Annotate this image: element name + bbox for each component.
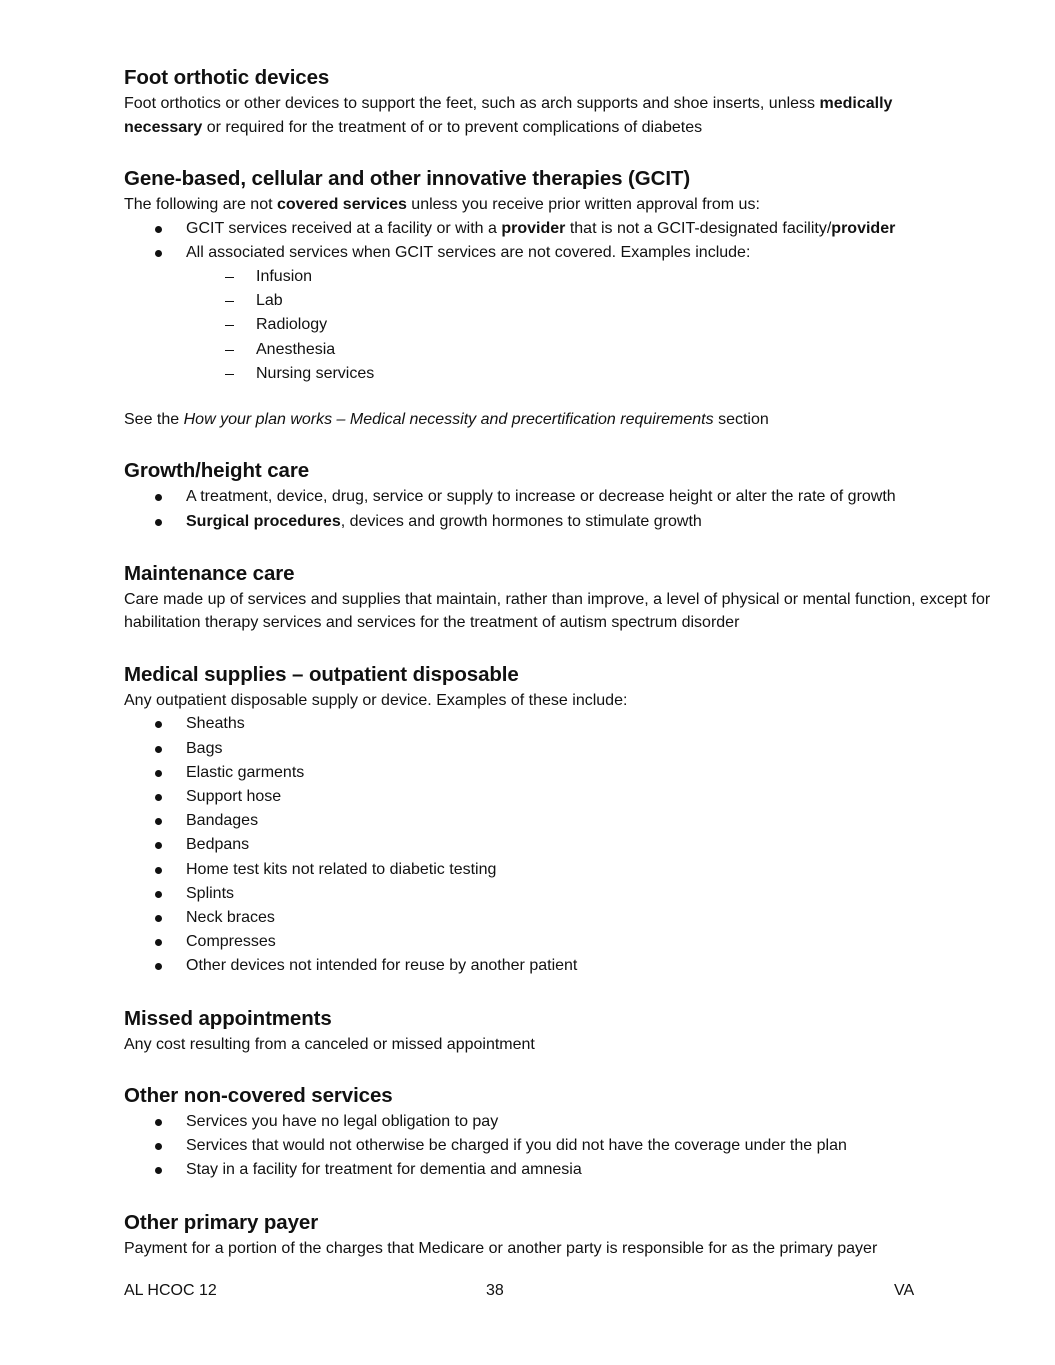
list-item: Sheaths	[124, 712, 1004, 736]
sub-list-item: Infusion	[124, 265, 1004, 289]
section-reference: How your plan works – Medical necessity and precertification requirements	[183, 410, 714, 428]
section-title: Other non-covered services	[124, 1084, 393, 1108]
page-number: 38	[486, 1282, 504, 1299]
defined-term: covered services	[276, 196, 407, 213]
text-run: All associated services when GCIT services are not covered. Examples include:	[186, 243, 751, 261]
section-text: Any cost resulting from a canceled or missed appointment	[124, 1035, 535, 1053]
section-title: Maintenance care	[124, 561, 295, 585]
list-item: Home test kits not related to diabetic testing	[124, 858, 1004, 882]
section-text: Care made up of services and supplies that maintain, rather than improve, a level of physical or mental function, except for habilitation therapy services and services for the treatment of autism spectrum disorder	[124, 590, 991, 632]
section-title: Gene-based, cellular and other innovative therapies (GCIT)	[124, 167, 691, 190]
section-other-primary-payer	[124, 1209, 1004, 1261]
list-item: Bedpans	[124, 833, 1004, 857]
list-item	[124, 241, 1004, 265]
list-item: Other devices not intended for reuse by another patient	[124, 954, 1004, 978]
footer-document-code: AL HCOC 12	[124, 1282, 217, 1299]
defined-term: Surgical procedures	[186, 512, 341, 530]
section-gcit	[124, 165, 1004, 431]
text-run: , devices and growth hormones to stimulate growth	[340, 512, 702, 530]
section-medical-supplies	[124, 661, 1004, 979]
text-run: that is not a GCIT-designated facility/	[565, 219, 832, 237]
text-run: or required for the treatment of or to prevent complications of diabetes	[202, 118, 703, 136]
section-title: Foot orthotic devices	[124, 66, 330, 89]
sub-list-item: Anesthesia	[124, 338, 1004, 362]
section-title: Medical supplies – outpatient disposable	[124, 662, 519, 686]
bullet-list	[124, 1110, 1004, 1183]
section-intro	[124, 193, 1004, 217]
text-run: GCIT services received at a facility or with a	[186, 219, 502, 237]
list-item	[124, 510, 1004, 534]
section-maintenance	[124, 560, 1004, 635]
section-title: Other primary payer	[124, 1210, 319, 1234]
list-item: Neck braces	[124, 906, 1004, 930]
section-text	[124, 92, 1004, 139]
sub-list-item: Nursing services	[124, 362, 1004, 386]
bullet-list	[124, 485, 1004, 533]
list-item: Bags	[124, 737, 1004, 761]
document-page	[124, 64, 1004, 1260]
list-item: Stay in a facility for treatment for dementia and amnesia	[124, 1158, 1004, 1182]
section-intro: Any outpatient disposable supply or device. Examples of these include:	[124, 691, 628, 709]
list-item	[124, 217, 1004, 241]
text-run: See the	[124, 410, 184, 428]
list-item: Support hose	[124, 785, 1004, 809]
defined-term: medically	[819, 95, 893, 112]
text-run: unless you receive prior written approval from us:	[406, 196, 760, 213]
section-growth	[124, 457, 1004, 533]
section-text: Payment for a portion of the charges that Medicare or another party is responsible for as the primary payer	[124, 1239, 878, 1257]
list-item: A treatment, device, drug, service or supply to increase or decrease height or alter the rate of growth	[124, 485, 1004, 509]
defined-term: provider	[501, 219, 566, 237]
defined-term: necessary	[124, 118, 203, 136]
cross-reference	[124, 408, 1004, 432]
defined-term: provider	[831, 219, 896, 237]
text-run: section	[713, 410, 769, 428]
section-title: Missed appointments	[124, 1006, 332, 1030]
bullet-list	[124, 712, 1004, 978]
text-run: The following are not	[124, 196, 277, 213]
section-foot-orthotic	[124, 64, 1004, 139]
section-title: Growth/height care	[124, 459, 310, 483]
list-item: Services that would not otherwise be charged if you did not have the coverage under the plan	[124, 1134, 1004, 1158]
list-item: Elastic garments	[124, 761, 1004, 785]
section-missed-appointments	[124, 1005, 1004, 1057]
sub-list-item: Radiology	[124, 313, 1004, 337]
list-item: Services you have no legal obligation to pay	[124, 1110, 1004, 1134]
sub-list	[124, 265, 1004, 386]
section-other-non-covered	[124, 1082, 1004, 1183]
list-item: Compresses	[124, 930, 1004, 954]
sub-list-item: Lab	[124, 289, 1004, 313]
footer-state-code: VA	[894, 1282, 915, 1299]
bullet-list	[124, 217, 1004, 265]
list-item: Splints	[124, 882, 1004, 906]
text-run: Foot orthotics or other devices to support the feet, such as arch supports and shoe inserts, unless	[124, 95, 820, 112]
list-item: Bandages	[124, 809, 1004, 833]
